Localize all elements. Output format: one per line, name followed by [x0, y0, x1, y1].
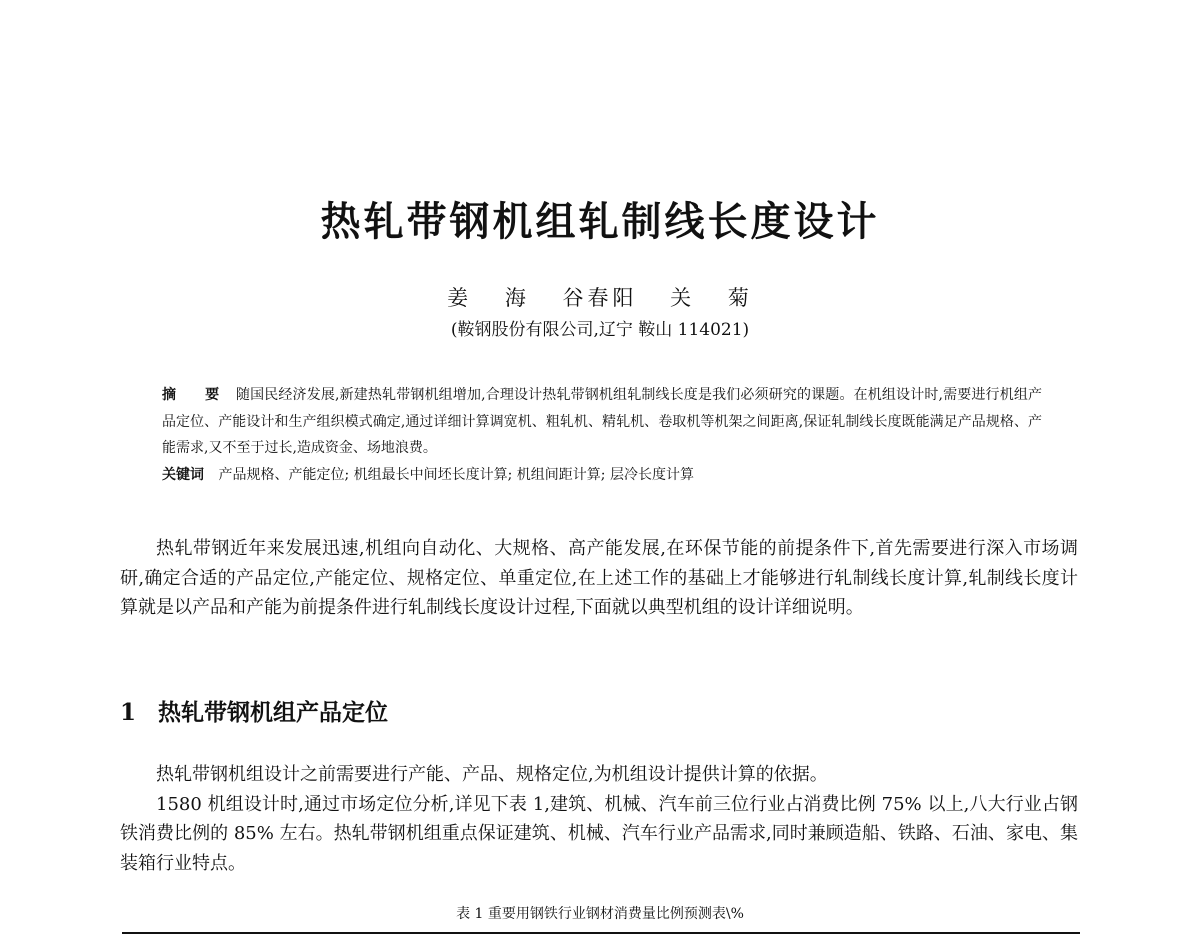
paper-authors: 姜 海 谷春阳 关 菊: [447, 286, 753, 310]
abstract-label: 摘 要: [162, 387, 232, 403]
table-top-rule: [122, 932, 1080, 934]
keywords-text: 产品规格、产能定位; 机组最长中间坯长度计算; 机组间距计算; 层冷长度计算: [218, 466, 694, 483]
keywords-label: 关键词: [162, 466, 204, 483]
abstract-paragraph: [162, 382, 1042, 462]
section-1-heading: [120, 697, 388, 729]
abstract-block: [162, 382, 1042, 488]
paper-affiliation: (鞍钢股份有限公司,辽宁 鞍山 114021): [450, 320, 750, 340]
intro-paragraph: 热轧带钢近年来发展迅速,机组向自动化、大规格、高产能发展,在环保节能的前提条件下,首先需要进行深入市场调研,确定合适的产品定位,产能定位、规格定位、单重定位,在上述工作的基础上才能够进行轧制线长度计算,轧制线长度计算就是以产品和产能为前提条件进行轧制线长度设计过程,下面就以典型机组的设计详细说明。: [120, 538, 1078, 618]
paper-title: 热轧带钢机组轧制线长度设计: [320, 199, 880, 245]
table-1-caption: 表 1 重要用钢铁行业钢材消费量比例预测表\%: [456, 906, 744, 922]
section-1-paragraph: 热轧带钢机组设计之前需要进行产能、产品、规格定位,为机组设计提供计算的依据。: [156, 764, 828, 785]
abstract-text: 随国民经济发展,新建热轧带钢机组增加,合理设计热轧带钢机组轧制线长度是我们必须研究的课题。在机组设计时,需要进行机组产品定位、产能设计和生产组织模式确定,通过详细计算调宽机、粗轧机、精轧机、卷取机等机架之间距离,保证轧制线长度既能满足产品规格、产能需求,又不至于过长,造成资金、场地浪费。: [162, 387, 1042, 456]
keywords-paragraph: [162, 462, 1042, 489]
section-1-title: 热轧带钢机组产品定位: [158, 700, 389, 726]
section-1-body: [120, 760, 1078, 878]
intro-section: [120, 534, 1078, 623]
section-1-paragraph: 1580 机组设计时,通过市场定位分析,详见下表 1,建筑、机械、汽车前三位行业占消费比例 75% 以上,八大行业占钢铁消费比例的 85% 左右。热轧带钢机组重点保证建筑、机械、汽车行业产品需求,同时兼顾造船、铁路、石油、家电、集装箱行业特点。: [120, 793, 1078, 874]
section-1-number: 1: [120, 699, 137, 726]
